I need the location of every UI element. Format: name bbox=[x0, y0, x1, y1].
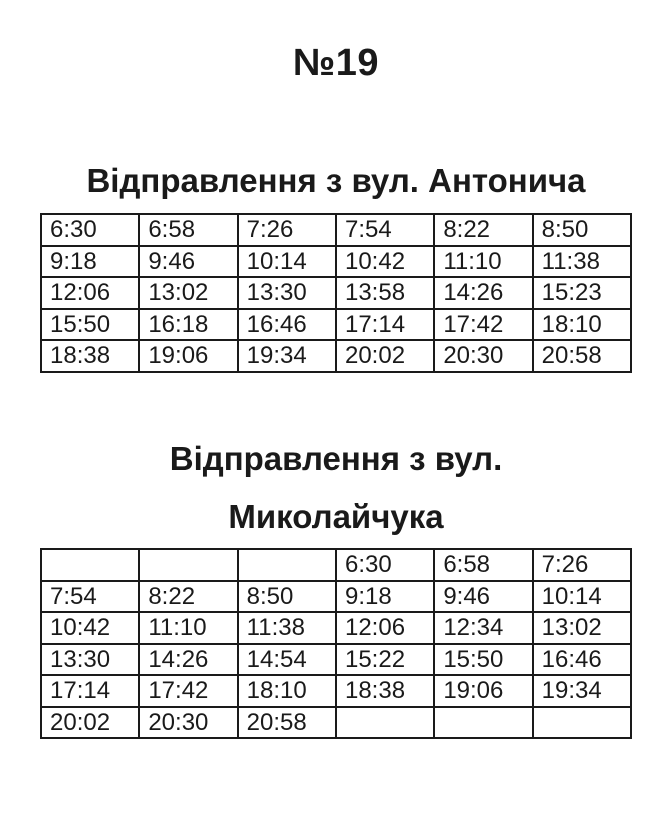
route-number: №19 bbox=[292, 42, 380, 84]
time-cell: 20:30 bbox=[434, 340, 532, 372]
time-cell: 8:50 bbox=[533, 214, 631, 246]
time-cell: 20:02 bbox=[336, 340, 434, 372]
time-cell: 20:02 bbox=[41, 707, 139, 739]
time-cell: 13:02 bbox=[533, 612, 631, 644]
section-title-mykolaichuka bbox=[0, 430, 672, 546]
section-title-line: Відправлення з вул. bbox=[169, 440, 503, 477]
time-cell bbox=[533, 707, 631, 739]
time-cell: 19:06 bbox=[434, 675, 532, 707]
time-cell: 15:23 bbox=[533, 277, 631, 309]
time-cell: 6:58 bbox=[139, 214, 237, 246]
time-cell: 10:14 bbox=[533, 581, 631, 613]
time-cell: 18:38 bbox=[336, 675, 434, 707]
time-cell: 19:34 bbox=[238, 340, 336, 372]
time-cell: 6:58 bbox=[434, 549, 532, 581]
time-cell: 18:38 bbox=[41, 340, 139, 372]
time-cell: 18:10 bbox=[238, 675, 336, 707]
time-cell: 18:10 bbox=[533, 309, 631, 341]
table-row bbox=[41, 340, 631, 372]
time-cell: 8:22 bbox=[139, 581, 237, 613]
time-cell: 9:18 bbox=[336, 581, 434, 613]
table-row bbox=[41, 549, 631, 581]
time-cell bbox=[434, 707, 532, 739]
time-cell: 11:38 bbox=[238, 612, 336, 644]
time-cell: 17:14 bbox=[336, 309, 434, 341]
time-cell: 14:54 bbox=[238, 644, 336, 676]
table-row bbox=[41, 581, 631, 613]
table-row bbox=[41, 707, 631, 739]
time-cell: 8:50 bbox=[238, 581, 336, 613]
time-cell: 12:06 bbox=[336, 612, 434, 644]
time-cell: 16:46 bbox=[238, 309, 336, 341]
time-cell: 7:54 bbox=[41, 581, 139, 613]
time-cell: 16:46 bbox=[533, 644, 631, 676]
time-cell bbox=[41, 549, 139, 581]
time-cell: 17:42 bbox=[434, 309, 532, 341]
time-cell: 11:38 bbox=[533, 246, 631, 278]
schedule-table-mykolaichuka bbox=[40, 548, 632, 739]
time-cell: 20:58 bbox=[533, 340, 631, 372]
section-title-antonycha: Відправлення з вул. Антонича bbox=[86, 162, 586, 199]
time-cell: 13:02 bbox=[139, 277, 237, 309]
time-cell: 11:10 bbox=[139, 612, 237, 644]
time-cell: 10:14 bbox=[238, 246, 336, 278]
time-cell: 14:26 bbox=[434, 277, 532, 309]
time-cell bbox=[238, 549, 336, 581]
time-cell: 15:22 bbox=[336, 644, 434, 676]
time-cell: 20:58 bbox=[238, 707, 336, 739]
schedule-table-antonycha bbox=[40, 213, 632, 373]
table-row bbox=[41, 214, 631, 246]
time-cell: 19:34 bbox=[533, 675, 631, 707]
time-cell: 15:50 bbox=[434, 644, 532, 676]
time-cell: 10:42 bbox=[336, 246, 434, 278]
time-cell: 9:18 bbox=[41, 246, 139, 278]
time-cell: 14:26 bbox=[139, 644, 237, 676]
time-cell bbox=[336, 707, 434, 739]
time-cell: 15:50 bbox=[41, 309, 139, 341]
table-row bbox=[41, 612, 631, 644]
time-cell: 10:42 bbox=[41, 612, 139, 644]
table-row bbox=[41, 309, 631, 341]
time-cell: 13:30 bbox=[238, 277, 336, 309]
time-cell: 8:22 bbox=[434, 214, 532, 246]
time-cell: 19:06 bbox=[139, 340, 237, 372]
time-cell: 16:18 bbox=[139, 309, 237, 341]
table-row bbox=[41, 675, 631, 707]
time-cell: 6:30 bbox=[41, 214, 139, 246]
time-cell: 6:30 bbox=[336, 549, 434, 581]
time-cell: 11:10 bbox=[434, 246, 532, 278]
time-cell: 9:46 bbox=[434, 581, 532, 613]
section-title-line: Миколайчука bbox=[228, 498, 444, 535]
time-cell: 7:26 bbox=[238, 214, 336, 246]
time-cell: 12:34 bbox=[434, 612, 532, 644]
time-cell: 20:30 bbox=[139, 707, 237, 739]
time-cell: 9:46 bbox=[139, 246, 237, 278]
table-row bbox=[41, 246, 631, 278]
time-cell bbox=[139, 549, 237, 581]
time-cell: 17:42 bbox=[139, 675, 237, 707]
time-cell: 13:30 bbox=[41, 644, 139, 676]
time-cell: 12:06 bbox=[41, 277, 139, 309]
time-cell: 7:54 bbox=[336, 214, 434, 246]
time-cell: 17:14 bbox=[41, 675, 139, 707]
table-row bbox=[41, 277, 631, 309]
table-row bbox=[41, 644, 631, 676]
time-cell: 7:26 bbox=[533, 549, 631, 581]
time-cell: 13:58 bbox=[336, 277, 434, 309]
